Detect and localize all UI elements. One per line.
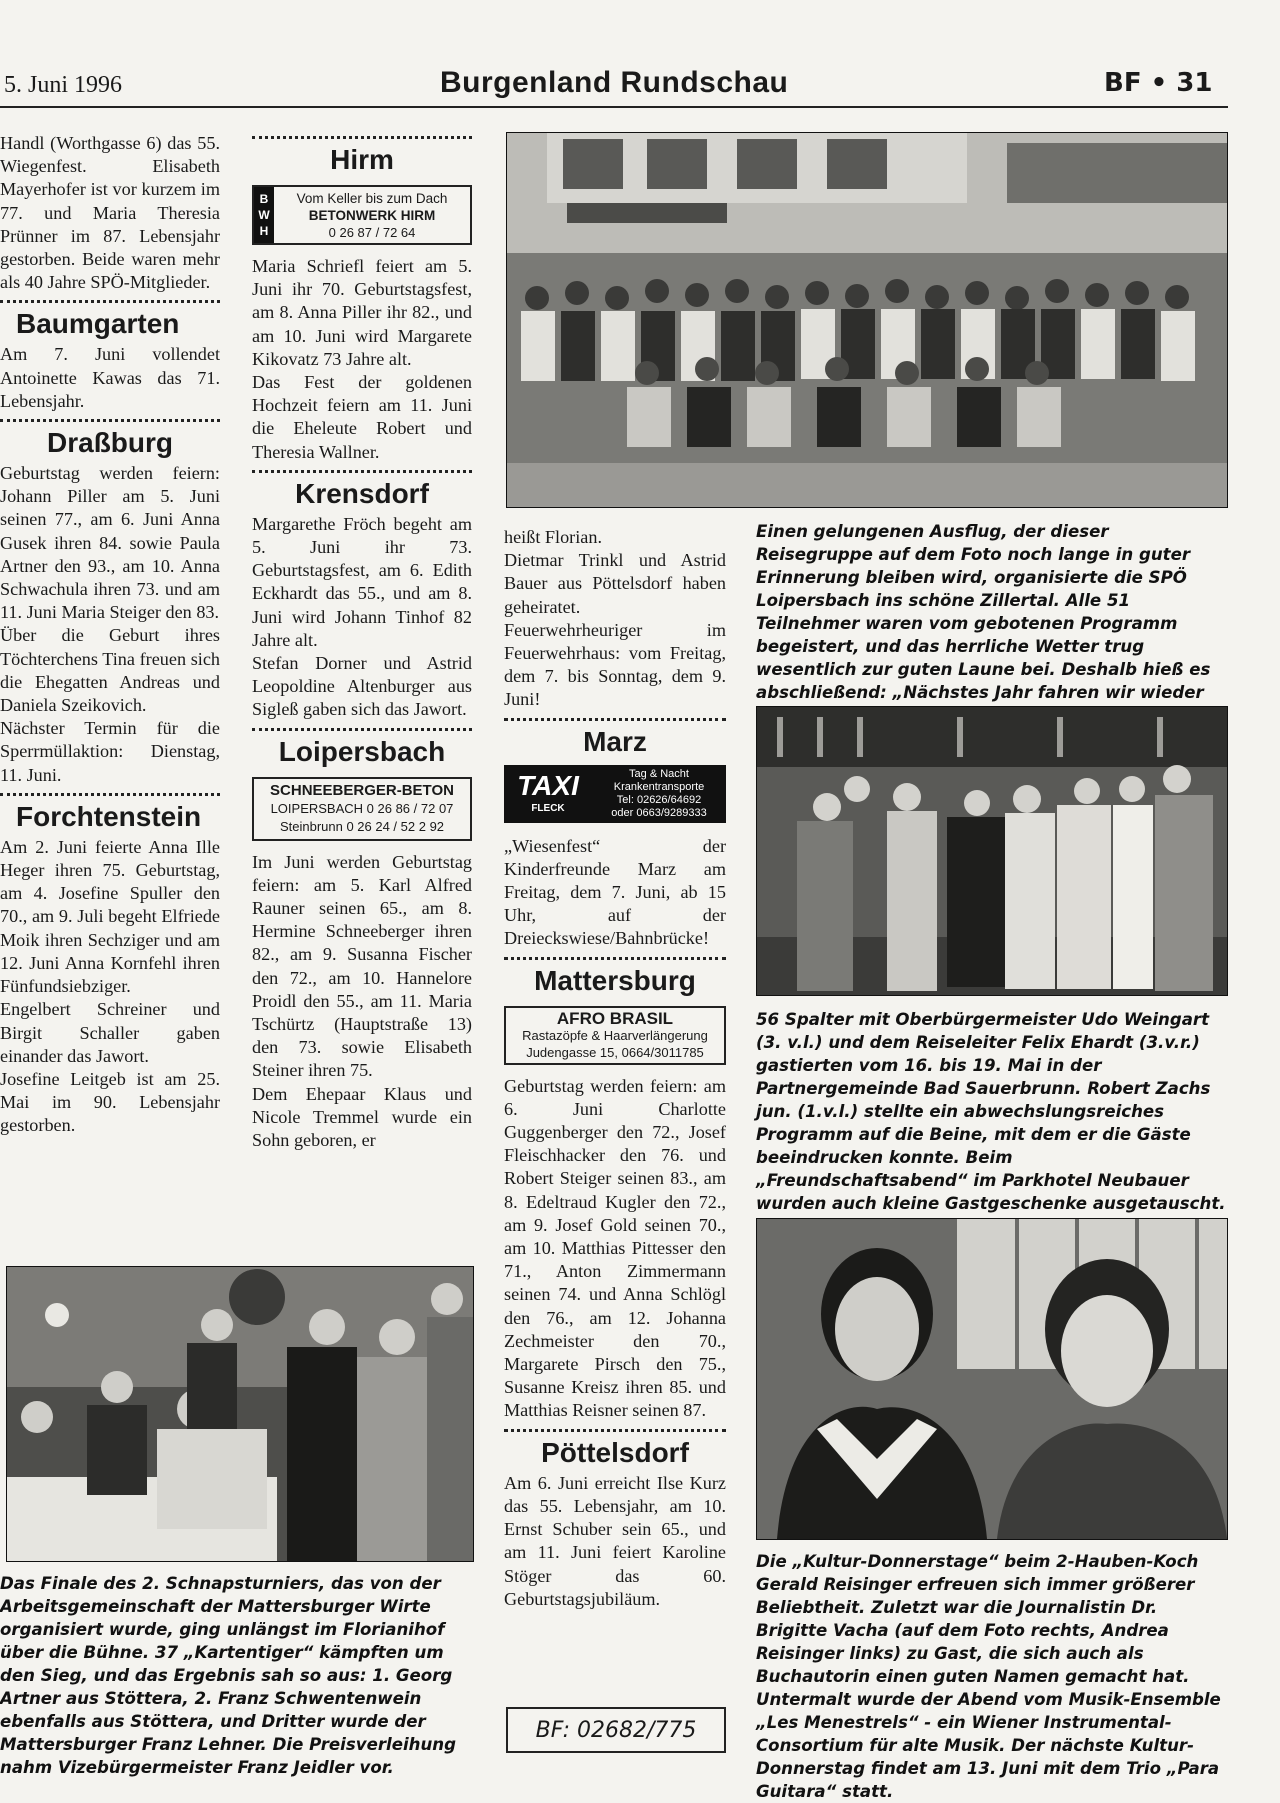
dotted-divider [0, 793, 220, 796]
bwh-logo [254, 187, 274, 243]
ad-line: SCHNEEBERGER-BETON [270, 781, 454, 799]
section-heading-krensdorf: Krensdorf [295, 477, 429, 509]
ad-line: Krankentransporte [613, 780, 705, 793]
caption-schnaps-photo: Das Finale des 2. Schnapsturniers, das von der Arbeitsgemeinschaft der Mattersburger Wirte organisiert wurde, ging unlängst im Florianihof über die Bühne. 37 „Kartentiger“ kämpften um den Sieg, und das Ergebnis sah so aus: 1. Georg Artner aus Stöttera, 2. Franz Schwentenwein ebenfalls aus Stöttera, und Dritter wurde der Mattersburger Franz Lehner. Die Preisverleihung nahm Vizebürgermeister Franz Jeidler vor. [0, 1574, 456, 1777]
group-travel-photo [506, 132, 1228, 508]
article-text: Maria Schriefl feiert am 5. Juni ihr 70. Geburtstagsfest, am 8. Anna Piller ihr 82., und am 10. Juni wird Margarete Kikovatz 73 Jahre alt. [252, 256, 472, 369]
dotted-divider [504, 1429, 726, 1432]
newspaper-title: Burgenland Rundschau [440, 66, 789, 99]
ad-taxi-fleck [504, 765, 726, 823]
ad-line: BETONWERK HIRM [308, 207, 436, 223]
section-heading-loipersbach: Loipersbach [278, 735, 446, 767]
schnaps-photo-image [7, 1267, 473, 1561]
article-text: Geburtstag werden feiern: am 6. Juni Charlotte Guggenberger den 72., Josef Fleischhacker den 76. und Robert Steiger seinen 83., am 8. Edeltraud Kugler den 72., am 9. Josef Gold seinen 70., am 10. Matthias Pittesser den 71., Anton Zimmermann seinen 74. und Anna Schlögl den 76., am 12. Johanna Zechmeister den 70., Margarete Pirsch den 75., Susanne Kreisz ihren 85. und Matthias Reisner seinen 87. [504, 1075, 726, 1421]
logo-letter: W [258, 208, 270, 222]
section-heading-baumgarten: Baumgarten [16, 308, 180, 340]
kultur-donnerstage-photo [756, 1218, 1228, 1540]
column-1 [0, 132, 220, 1138]
ad-line: Steinbrunn 0 26 24 / 52 2 92 [279, 818, 445, 834]
logo-letter: H [259, 224, 269, 238]
article-text: Dietmar Trinkl und Astrid Bauer aus Pöttelsdorf haben geheiratet. [504, 550, 726, 617]
section-heading-drassburg: Draßburg [47, 427, 173, 459]
ad-afro-brasil [504, 1006, 726, 1065]
article-text: Über die Geburt ihres Töchterchens Tina freuen sich die Ehegatten Andreas und Daniela Szeikovich. [0, 625, 220, 716]
section-heading-hirm: Hirm [330, 144, 394, 175]
article-text: Stefan Dorner und Astrid Leopoldine Altenburger aus Sigleß gaben sich das Jawort. [252, 653, 472, 720]
bf-phone-box: BF: 02682/775 [506, 1707, 726, 1753]
ad-line: LOIPERSBACH 0 26 86 / 72 07 [270, 800, 454, 816]
article-text: Margarethe Fröch begeht am 5. Juni ihr 73. Geburtstagsfest, am 6. Edith Eckhardt das 55., und am 8. Juni wird Johann Tinhof 82 Jahre alt. [252, 513, 472, 650]
ad-line: 0 26 87 / 72 64 [328, 224, 416, 240]
article-text: heißt Florian. [504, 527, 602, 547]
ad-line: AFRO BRASIL [556, 1008, 674, 1028]
dotted-divider [0, 419, 220, 422]
caption-spalter-photo: 56 Spalter mit Oberbürgermeister Udo Weingart (3. v.l.) und dem Reiseleiter Felix Ehardt (3.v.r.) gastierten vom 16. bis 19. Mai in der Partnergemeinde Bad Sauerbrunn. Robert Zachs jun. (1.v.l.) stellte ein abwechslungsreiches Programm auf die Beine, mit dem er die Gäste beeindrucken konnte. Beim „Freundschaftsabend“ im Parkhotel Neubauer wurden auch kleine Gastgeschenke ausgetauscht. [756, 1010, 1226, 1213]
spalter-photo-image [757, 707, 1227, 995]
ad-line: Tel: 02626/64692 [616, 793, 702, 806]
article-text: Feuerwehrheuriger im Feuerwehrhaus: vom Freitag, dem 7. bis Sonntag, dem 9. Juni! [504, 619, 726, 710]
article-text: Josefine Leitgeb ist am 25. Mai im 90. Lebensjahr gestorben. [0, 1068, 220, 1136]
dotted-divider [504, 718, 726, 721]
logo-letter: B [259, 192, 269, 206]
ad-line: oder 0663/9289333 [611, 806, 707, 819]
dotted-divider [252, 728, 472, 731]
header-rule [0, 106, 1228, 108]
article-text: Geburtstag werden feiern: Johann Piller am 5. Juni seinen 77., am 6. Juni Anna Gusek ihren 84. sowie Paula Artner den 93., am 10. Anna Schwachula ihren 73. und am 11. Juni Maria Steiger den 83. [0, 463, 220, 623]
ad-line: Tag & Nacht [629, 767, 689, 780]
ad-schneeberger-beton [252, 777, 472, 841]
article-text: Nächster Termin für die Sperrmüllaktion: Dienstag, 11. Juni. [0, 718, 220, 785]
issue-date: 5. Juni 1996 [4, 72, 123, 98]
schnapsturnier-photo [6, 1266, 474, 1562]
article-text: Im Juni werden Geburtstag feiern: am 5. Karl Alfred Rauner seinen 65., am 8. Hermine Schneeberger ihren 82., am 9. Susanna Fischer den 72., am 10. Hannelore Proidl den 55., am 11. Maria Tschürtz (Hauptstraße 13) den 73. sowie Elisabeth Steiner ihren 75. [252, 851, 472, 1081]
article-text: Das Fest der goldenen Hochzeit feiern am 11. Juni die Eheleute Robert und Theresia Wallner. [252, 372, 472, 462]
taxi-logo-sub: FLECK [531, 802, 565, 814]
taxi-logo: TAXI [517, 769, 579, 801]
article-text: Handl (Worthgasse 6) das 55. Wiegenfest. Elisabeth Mayerhofer ist vor kurzem im 77. und Maria Theresia Prünner im 87. Lebensjahr gestorben. Beide waren mehr als 40 Jahre SPÖ-Mitglieder. [0, 133, 220, 293]
spalter-delegation-photo [756, 706, 1228, 996]
article-text: Am 2. Juni feierte Anna Ille Heger ihren 75. Geburtstag, am 4. Josefine Spuller den 70., am 9. Juli begeht Elfriede Moik ihren Sechziger und am 12. Juni Anna Kornfehl ihren Fünfundsiebziger. [0, 836, 220, 997]
group-photo-image [507, 133, 1227, 507]
column-3 [504, 526, 726, 1611]
article-text: „Wiesenfest“ der Kinderfreunde Marz am Freitag, dem 7. Juni, ab 15 Uhr, auf der Dreieckswiese/Bahnbrücke! [504, 835, 726, 949]
ad-line: Rastazöpfe & Haarverlängerung [522, 1027, 708, 1043]
caption-group-photo: Einen gelungenen Ausflug, der dieser Reisegruppe auf dem Foto noch lange in guter Erinnerung bleiben wird, organisierte die SPÖ Loipersbach ins schöne Zillertal. Alle 51 Teilnehmer waren vom gebotenen Programm begeistert, und das herrliche Wetter trug wesentlich zur guten Laune bei. Deshalb hieß es abschließend: „Nächstes Jahr fahren wir wieder [756, 522, 1211, 702]
section-heading-mattersburg: Mattersburg [534, 964, 696, 996]
dotted-divider [252, 470, 472, 473]
article-text: Am 7. Juni vollendet Antoinette Kawas das 71. Lebensjahr. [0, 344, 220, 411]
section-heading-forchtenstein: Forchtenstein [16, 800, 202, 832]
page-number: BF • 31 [1104, 68, 1213, 98]
column-2 [252, 136, 472, 1152]
dotted-divider [252, 136, 472, 139]
article-text: Am 6. Juni erreicht Ilse Kurz das 55. Lebensjahr, am 10. Ernst Schuber sein 65., und am 11. Juni feiert Karoline Stöger das 60. Geburtstagsjubiläum. [504, 1472, 726, 1609]
section-heading-poettelsdorf: Pöttelsdorf [541, 1436, 689, 1468]
article-text: Engelbert Schreiner und Birgit Schaller gaben einander das Jawort. [0, 999, 220, 1066]
ad-line: Vom Keller bis zum Dach [296, 190, 448, 206]
ad-betonwerk-hirm [252, 185, 472, 245]
section-heading-marz: Marz [583, 725, 647, 757]
caption-kultur-photo: Die „Kultur-Donnerstage“ beim 2-Hauben-Koch Gerald Reisinger erfreuen sich immer größerer Beliebtheit. Zuletzt war die Journalistin Dr. Brigitte Vacha (auf dem Foto rechts, Andrea Reisinger links) zu Gast, die sich auch als Buchautorin einen guten Namen gemacht hat. Untermalt wurde der Abend vom Musik-Ensemble „Les Menestrels“ - ein Wiener Instrumental-Consortium für alte Musik. Der nächste Kultur-Donnerstag findet am 13. Juni mit dem Trio „Para Guitara“ statt. [756, 1552, 1221, 1801]
dotted-divider [0, 300, 220, 303]
dotted-divider [504, 957, 726, 960]
ad-line: Judengasse 15, 0664/3011785 [526, 1044, 704, 1060]
article-text: Dem Ehepaar Klaus und Nicole Tremmel wurde ein Sohn geboren, er [252, 1083, 472, 1151]
kultur-photo-image [757, 1219, 1227, 1539]
